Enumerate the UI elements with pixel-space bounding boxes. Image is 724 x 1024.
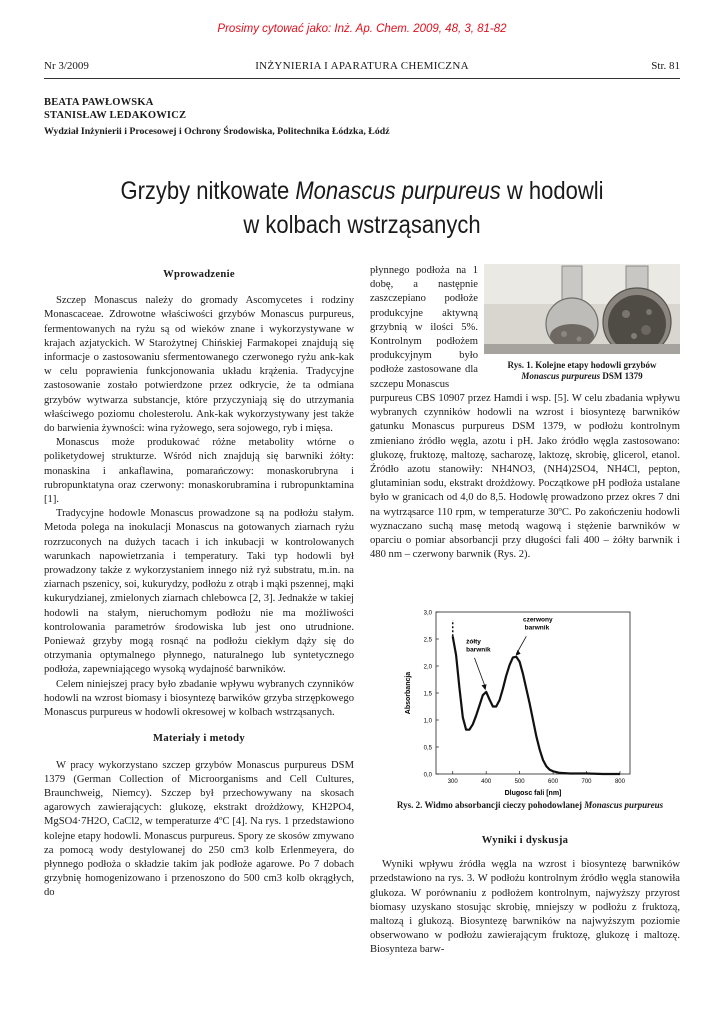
right-paragraph: purpureus CBS 10907 przez Hamdi i wsp. [5]. W celu zbadania wpływu wybranych czynników hodowli na wzrost i biosyntezę barwników gatunku Monascus purpureus DSM 1379, w podłożu kontrolnym zmieniano źródło węgla, azotu i pH. Jako źródło węgla zastosowano: glukozę, fruktozę, maltozę, sacharozę, laktozę, skrobię, glicerol, etanol. Źródło azotu stanowiły: NH4NO3, (NH4)2SO4, NH4Cl, pepton, glutaminian sodu, ekstrakt drożdżowy. Początkowe pH podłoża ustalane było w granicach od 4,0 do 8,5. Hodowlę prowadzono przez okres 7 dni na wytrząsarce 110 rpm, w temperaturze 30ºC. Po zakończeniu hodowli wyznaczano suchą masę metodą wagową i stężenie barwników w oparciu o pomiar absorbancji przy długości fali 400 – żółty barwnik i 480 nm – czerwony barwnik (Rys. 2). (370, 393, 680, 561)
right-top-text: płynnego podłoża na 1 dobę, a następnie zaszczepiano podłoże produkcyjne aktywną grzybnią w ilości 5%. Kontrolnym podłożem produkcyjnym było podłoże zastosowane dla szczepu Monascus (370, 265, 478, 390)
absorbance-chart (398, 606, 638, 800)
affiliation: Wydział Inżynierii i Procesowej i Ochrony Środowiska, Politechnika Łódzka, Łódź (44, 126, 390, 137)
x-tick-label: 300 (447, 779, 458, 785)
figure-1-caption-line-1: Rys. 1. Kolejne etapy hodowli grzybów (507, 360, 657, 370)
intro-paragraph-2: Monascus może produkować różne metabolity wtórne o poliketydowej strukturze. Wśród nich znajdują się barwniki żółty: monaskina i ankaflawina, pomarańczowy: monaskorubryna i rubropunktatyna oraz czerwony: monaskorubramina i rubropunktamina [1]. (44, 437, 354, 506)
left-column (44, 268, 354, 901)
x-tick-label: 400 (481, 779, 492, 785)
y-axis-label: Absorbancja (405, 671, 412, 715)
page-number: Str. 81 (651, 60, 680, 72)
annotation-red-dye: czerwony barwnik (522, 616, 553, 632)
absorbance-line (453, 636, 620, 774)
x-axis-label: Dlugosc fali [nm] (504, 790, 562, 797)
flask-photo (484, 264, 680, 354)
annotation-red-arrowhead (516, 650, 521, 656)
citation-note: Prosimy cytować jako: Inż. Ap. Chem. 2009, 48, 3, 81-82 (217, 23, 507, 35)
issue-number: Nr 3/2009 (44, 60, 89, 72)
x-tick-label: 700 (581, 779, 592, 785)
journal-name: INŻYNIERIA I APARATURA CHEMICZNA (255, 60, 469, 72)
methods-paragraph: W pracy wykorzystano szczep grzybów Monascus purpureus DSM 1379 (German Collection of Microorganisms and Cell Cultures, Braunchweig, Niemcy). Szczep był przechowywany na skosach agarowych zawierających: glukozę, ekstrakt drożdżowy, KH2PO4, MgSO4·7H2O, CaCl2, w temperaturze 4ºC [4]. Na rys. 1 przedstawiono kolejne etapy hodowli. Monascus purpureus. Spory ze skosów zmywano za pomocą wody destylowanej do 250 cm3 kolb Erlenmeyera, do płynnego podłoża o składzie takim jak podłoże agarowe. Po 7 dobach grzybnię homogenizowano i przenoszono do 500 cm3 kolb okrągłych, do (44, 759, 354, 899)
running-header (44, 60, 680, 76)
y-tick-label: 3,0 (423, 610, 432, 617)
header-rule (44, 78, 680, 79)
results-paragraph: Wyniki wpływu źródła węgla na wzrost i biosyntezę barwników przedstawiono na rys. 3. W podłożu kontrolnym źródło węgla stanowiła glukoza. W porównaniu z podłożem kontrolnym, najwyższy przyrost biomasy uzyskano stosując skrobię, mniejszy w podłożu z fruktozą, maltozą i glukozą. Biosyntezę barwników na najwyższym poziomie obserwowano w podłożu zawierającym fruktozę, glukozę i maltozę. Biosynteza barw- (370, 859, 680, 956)
annotation-yellow-dye: żółty barwnik (466, 638, 491, 654)
annotation-yellow-arrowhead (482, 684, 487, 690)
author-1: BEATA PAWŁOWSKA (44, 97, 154, 108)
title-part-2: w hodowli (500, 177, 604, 205)
annotation-yellow-arrow (474, 658, 485, 688)
figure-2-caption-text: Rys. 2. Widmo absorbancji cieczy pohodowlanej (396, 800, 585, 810)
author-2: STANISŁAW LEDAKOWICZ (44, 110, 187, 121)
x-tick-label: 800 (614, 779, 625, 785)
x-tick-label: 600 (548, 779, 559, 785)
article-title (82, 174, 642, 242)
intro-paragraph-3: Tradycyjne hodowle Monascus prowadzone są na podłożu stałym. Metoda polega na inokulacji Monascus na gotowanych ziarnach ryżu rozrzuconych na dużych tacach i ich inkubacji w kontrolowanych warunkach napowietrzania i temperatury. Taki typ hodowli był prowadzony także z wykorzystaniem innego niż ryż substratu, m.in. na ziarnach pszenicy, soi, kukurydzy, podłożu z otrąb i mąki pszennej, mąki kukurydzianej, zmielonych ziarnach chlebowca [2, 3]. Jednakże w takiej hodowli na stałym, nieruchomym podłożu nie ma możliwości kontrolowania parametrów środowiska lub jest ono utrudnione. Ponieważ grzyby mogą rosnąć na podłożu ciekłym dąży się do otrzymania optymalnego płynnego, naturalnego lub syntetycznego podłoża, zapewniającego wysoką wydajność barwników. (44, 508, 354, 676)
y-tick-label: 2,5 (423, 637, 432, 644)
y-tick-label: 2,0 (423, 664, 432, 671)
title-part-1: Grzyby nitkowate (120, 177, 296, 205)
section-heading-results: Wyniki i dyskusja (481, 835, 569, 846)
title-line-2: w kolbach wstrząsanych (243, 211, 481, 239)
figure-1-caption-strain: DSM 1379 (600, 371, 643, 381)
intro-paragraph-4: Celem niniejszej pracy było zbadanie wpływu wybranych czynników hodowli na wzrost biomasy i biosyntezę barwików grzyba strzępkowego Monascus purpureus w hodowli okresowej w kolbach wstrząsanych. (44, 678, 354, 719)
authors (44, 96, 186, 122)
title-species: Monascus purpureus (295, 177, 501, 205)
y-tick-label: 0,0 (423, 772, 432, 779)
y-tick-label: 1,5 (423, 691, 432, 698)
right-bottom-column (370, 834, 680, 958)
right-column (370, 392, 680, 562)
figure-2-caption (380, 800, 680, 811)
section-heading-intro: Wprowadzenie (163, 269, 235, 280)
y-tick-label: 1,0 (423, 718, 432, 725)
y-tick-label: 0,5 (423, 745, 432, 752)
figure-1-caption-species: Monascus purpureus (521, 371, 601, 381)
x-tick-label: 500 (514, 779, 525, 785)
figure-2-caption-species: Monascus purpureus (584, 800, 664, 810)
intro-paragraph-1: Szczep Monascus należy do gromady Ascomycetes i rodziny Monascaceae. Zdrowotne właściwości grzybów Monascus purpureus, fermentowanych na ryżu są od wieków znane i wykorzystywane w krajach azjatyckich. W Starożytnej Chińskiej Farmakopei znajdują się informacje o zastosowaniu sfermentowanego czerwonego ryżu ank-kak w celu poprawienia funkcjonowania układu krążenia. Tradycyjne zastosowanie zostało potwierdzone przez odkrycie, że ta odmiana grzybów wytwarza substancje, które przyczyniają się do utrzymania właściwego poziomu cholesterolu. Ank-kak wykorzystywany jest także do barwienia żywności: wina ryżowego, sera sojowego, ryb i mięsa. (44, 295, 354, 435)
figure-1-caption (480, 360, 684, 382)
plot-frame (436, 612, 630, 774)
section-heading-methods: Materiały i metody (153, 733, 245, 745)
